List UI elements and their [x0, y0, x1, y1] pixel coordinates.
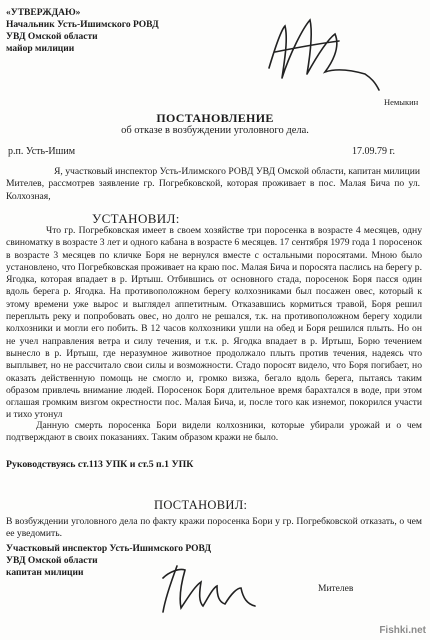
intro-paragraph: [6, 166, 420, 203]
signer-department: УВД Омской области: [6, 556, 98, 566]
approver-position: Начальник Усть-Ишимского РОВД: [6, 20, 159, 30]
signer-name: Мителев: [318, 584, 354, 594]
witness-text: Данную смерть поросенка Бори видели колхозники, которые убирали урожай и о чем подтверждают в своих показаниях. Таким образом кражи не было.: [6, 420, 422, 444]
approver-rank: майор милиции: [6, 44, 75, 54]
established-heading: УСТАНОВИЛ:: [92, 211, 180, 226]
document-place: р.п. Усть-Ишим: [8, 146, 76, 157]
resolved-heading: ПОСТАНОВИЛ:: [154, 498, 248, 512]
approve-stamp-text: «УТВЕРЖДАЮ»: [6, 8, 81, 18]
approver-department: УВД Омской области: [6, 32, 98, 42]
decision-text: В возбуждении уголовного дела по факту кражи поросенка Бори у гр. Погребковской отказать, о чем ее уведомить.: [6, 516, 422, 540]
document-subtitle: об отказе в возбуждении уголовного дела.: [121, 125, 309, 136]
signer-rank: капитан милиции: [6, 568, 84, 578]
law-reference: Руководствуясь ст.113 УПК и ст.5 п.1 УПК: [6, 459, 194, 470]
signer-position: Участковый инспектор Усть-Ишимского РОВД: [6, 544, 212, 554]
approver-name: Немыкин: [384, 97, 419, 107]
witness-paragraph: [6, 420, 422, 445]
document-title: ПОСТАНОВЛЕНИЕ: [156, 111, 274, 125]
findings-text: Что гр. Погребковская имеет в своем хозяйстве три поросенка в возрасте 4 месяцев, одну свиноматку в возрасте 3 лет и одного кабана в возрасте 6 месяцев. 17 сентября 1979 года 1 поросенок в возрасте 3 месяцев по кличке Боря не вернулся вместе с остальными поросятами. Мною было установлено, что Погребковская проживает на краю пос. Малая Бича и поросята паслись на берегу р. Ягодка, которая впадает в р. Иртыш. Отбившись от основного стада, поросенок Боря пасся один вдоль берега р. Ягодка. На противоположном берегу колхозниками был посажен овес, который к этому времени уже вырос и выглядел аппетитным. Отказавшись кормиться травой, Боря решил переплыть реку и попробовать овес, но долго не решался, т.к. на противоположном берегу ходили колхозники и могли его побить. В 12 часов колхозники ушли на обед и Боря решился плыть. Но он не учел направления ветра и силу течения, и т.к. р. Ягодка впадает в р. Иртыш, Борю течением вынесло в р. Иртыш, где неразумное животное продолжало плыть против течения, надеясь что выплывет, но не рассчитало свои силы и возможности. Стадо поросят видело, что Боря погибает, но оказать действенную помощь не смогло и, громко визжа, бегало вдоль берега, пытаясь таким образом привлечь внимание людей. Поросенок Боря длительное время барахтался в воде, при этом оглашая громким визгом окрестности пос. Малая Бича, и, после того как изнемог, покорился участи и тихо утонул: [6, 225, 422, 421]
approver-signature-icon: [255, 8, 385, 103]
findings-paragraph: [6, 225, 422, 422]
decision-paragraph: [6, 516, 422, 541]
watermark: Fishki.net: [379, 625, 426, 636]
document-date: 17.09.79 г.: [352, 146, 395, 157]
inspector-signature-icon: [155, 558, 265, 620]
intro-text: Я, участковый инспектор Усть-Илимского РОВД УВД Омской области, капитан милиции Мителев, рассмотрев заявление гр. Погребковской, которая проживает в пос. Малая Бича по ул. Колхозная,: [6, 166, 420, 202]
